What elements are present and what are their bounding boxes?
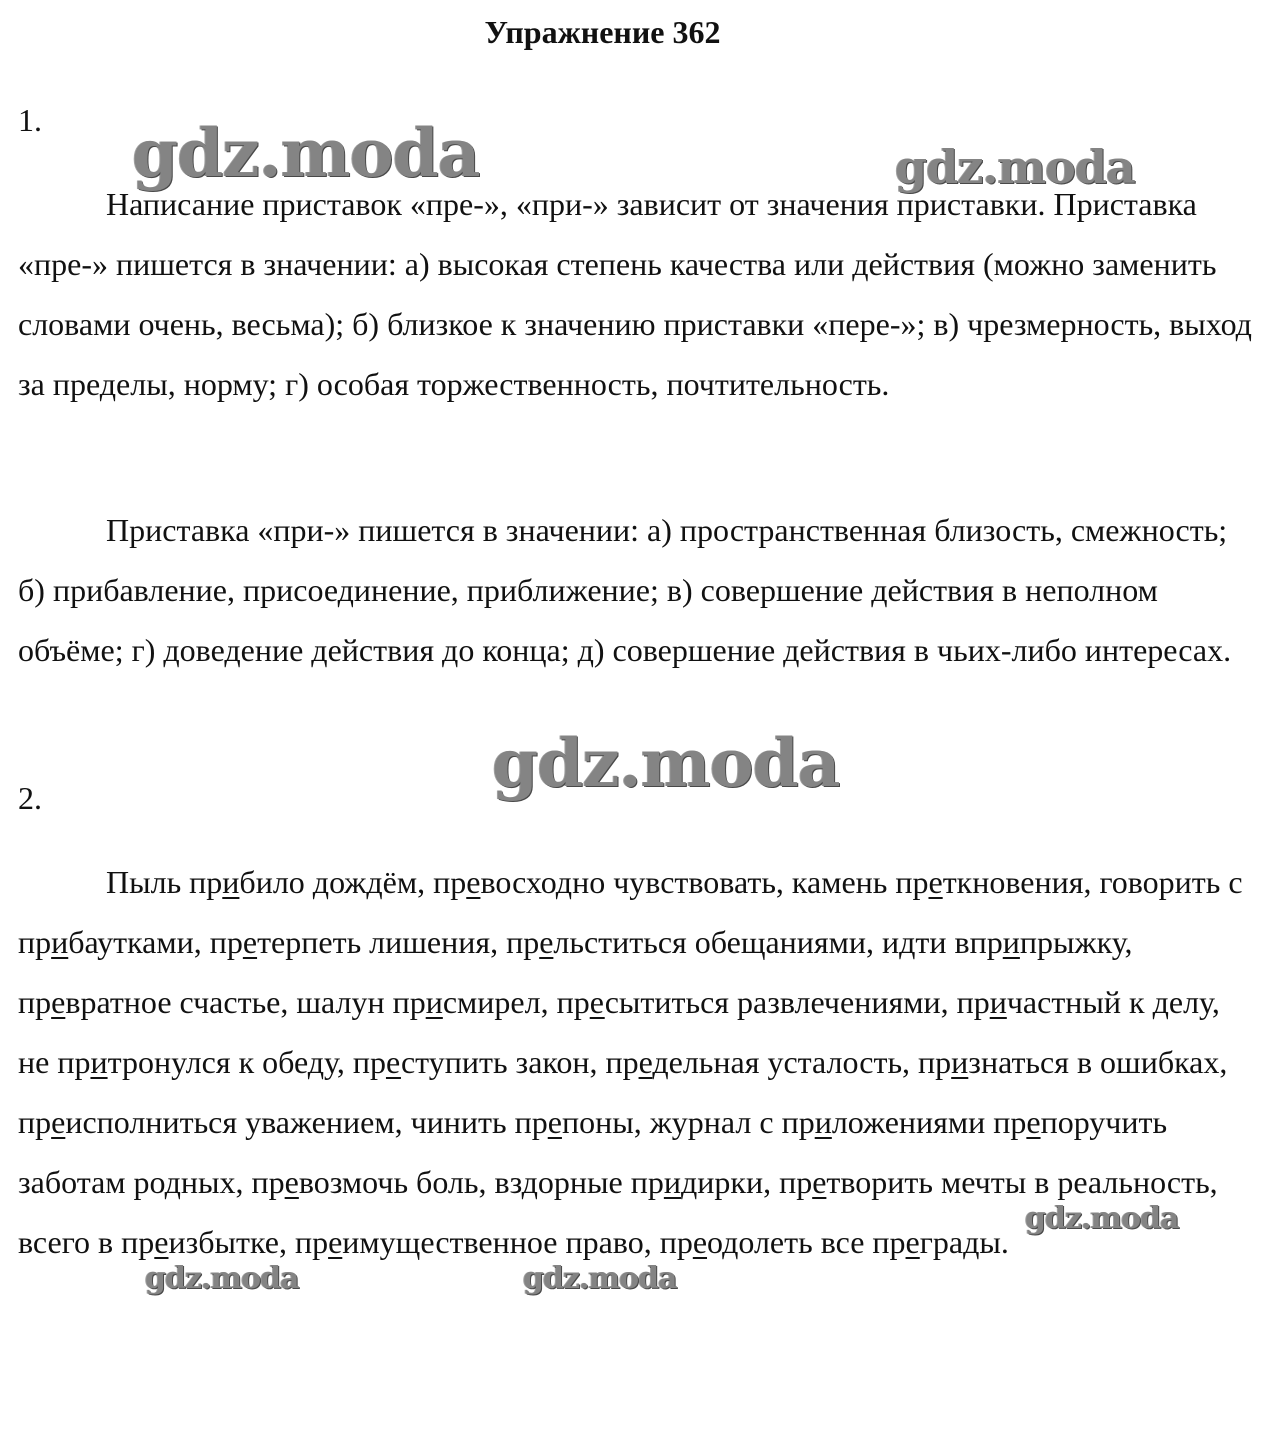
text-segment: поны, журнал с пр [561, 1104, 815, 1140]
underlined-letter: е [51, 1104, 66, 1140]
underlined-letter: е [692, 1224, 708, 1260]
text-segment: имущественное право, пр [342, 1224, 693, 1260]
underlined-letter: е [154, 1224, 169, 1260]
text-segment: ложениями пр [831, 1104, 1027, 1140]
exercise-title: Упражнение 362 [484, 14, 721, 50]
text-segment: льститься обещаниями, идти впр [553, 924, 1003, 960]
text-segment: дирки, пр [680, 1164, 813, 1200]
underlined-letter: е [539, 924, 554, 960]
watermark-logo: gdz.moda [492, 724, 840, 802]
underlined-letter: и [51, 924, 69, 960]
underlined-letter: и [222, 864, 240, 900]
underlined-letter: е [589, 984, 605, 1020]
watermark-logo: gdz.moda [145, 1261, 299, 1296]
text-segment: одолеть все пр [707, 1224, 906, 1260]
text-segment: возмочь боль, вздорные пр [298, 1164, 664, 1200]
text-segment: вратное счастье, шалун пр [65, 984, 426, 1020]
underlined-letter: и [90, 1044, 108, 1080]
text-segment: терпеть лишения, пр [257, 924, 540, 960]
underlined-letter: и [951, 1044, 969, 1080]
watermark-logo: gdz.moda [1025, 1201, 1179, 1236]
text-segment: тронулся к обеду, пр [107, 1044, 386, 1080]
text-segment: Пыль пр [106, 864, 223, 900]
text-segment: ткновения, говорить с пр [18, 864, 1243, 960]
underlined-letter: и [989, 984, 1007, 1020]
underlined-letter: е [466, 864, 481, 900]
text-segment: прыжку, пр [18, 924, 1133, 1020]
underlined-letter: е [638, 1044, 653, 1080]
text-segment: восходно чувствовать, камень пр [480, 864, 929, 900]
text-segment: исполниться уважением, чинить пр [65, 1104, 548, 1140]
underlined-letter: е [1026, 1104, 1041, 1140]
text-segment: баутками, пр [68, 924, 243, 960]
watermark-logo: gdz.moda [132, 114, 480, 192]
text-segment: грады. [919, 1224, 1009, 1260]
underlined-letter: е [812, 1164, 827, 1200]
text-segment: частный к делу, не пр [18, 984, 1220, 1080]
underlined-letter: е [284, 1164, 299, 1200]
section-2-number: 2. [18, 780, 42, 816]
text-segment: знаться в ошибках, пр [18, 1044, 1228, 1140]
underlined-letter: е [328, 1224, 343, 1260]
text-segment: било дождём, пр [239, 864, 467, 900]
underlined-letter: е [51, 984, 66, 1020]
underlined-letter: и [425, 984, 443, 1020]
text-segment: дельная усталость, пр [652, 1044, 952, 1080]
text-segment: поручить заботам родных, пр [18, 1104, 1168, 1200]
underlined-letter: е [242, 924, 258, 960]
underlined-letter: и [1002, 924, 1020, 960]
watermark-logo: gdz.moda [895, 140, 1135, 194]
underlined-letter: е [928, 864, 943, 900]
underlined-letter: и [814, 1104, 832, 1140]
section-1-paragraph-2: Приставка «при-» пишется в значении: а) пространственная близость, смежность; б) прибавление, присоединение, приближение; в) совершение действия в неполном объёме; г) доведение действия до конца; д) совершение действия в чьих-либо интересах. [18, 512, 1232, 668]
text-segment: творить мечты в реальность, всего в пр [18, 1164, 1218, 1260]
text-segment: смирел, пр [442, 984, 590, 1020]
section-1-paragraph-1: Написание приставок «пре-», «при-» зависит от значения приставки. Приставка «пре-» пишется в значении: а) высокая степень качества или действия (можно заменить словами очень, весьма); б) близкое к значению приставки «пере-»; в) чрезмерность, выход за пределы, норму; г) особая торжественность, почтительность. [18, 186, 1252, 402]
underlined-letter: и [663, 1164, 681, 1200]
text-segment: ступить закон, пр [400, 1044, 639, 1080]
underlined-letter: е [385, 1044, 401, 1080]
underlined-letter: е [547, 1104, 562, 1140]
text-segment: сытиться развлечениями, пр [604, 984, 990, 1020]
watermark-logo: gdz.moda [523, 1261, 677, 1296]
underlined-letter: е [905, 1224, 920, 1260]
text-segment: избытке, пр [168, 1224, 329, 1260]
section-1-number: 1. [18, 102, 42, 138]
